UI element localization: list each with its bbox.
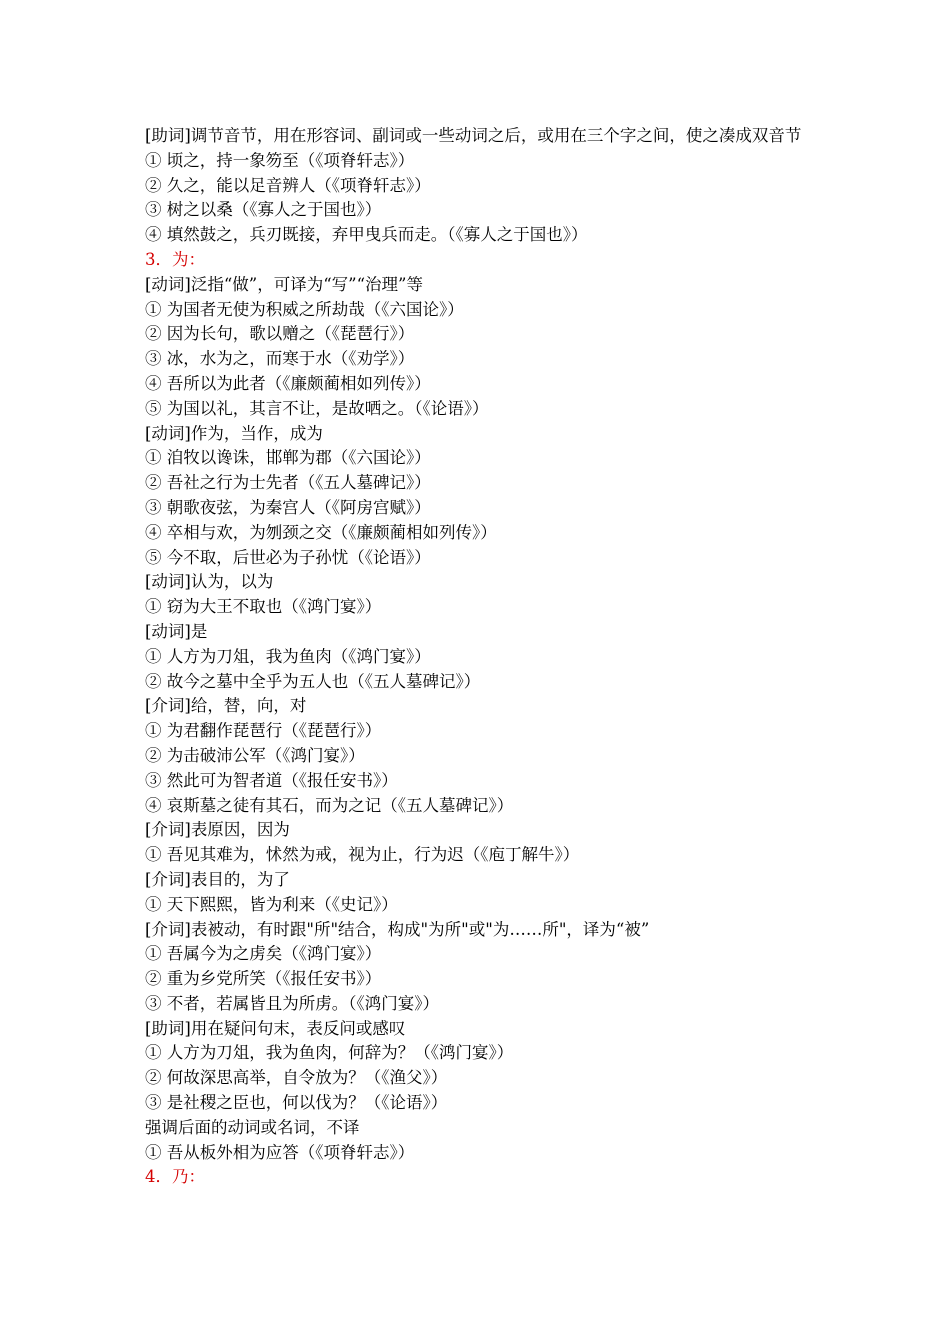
text-line: ⑤ 今不取，后世必为子孙忧（《论语》） [145,547,431,567]
text-line: [动词]认为，以为 [145,572,274,592]
text-line: [动词]是 [145,621,208,641]
text-line: [介词]表被动，有时跟"所"结合，构成"为所"或"为……所"，译为“被” [145,919,650,939]
text-line: ① 窃为大王不取也（《鸿门宴》） [145,597,382,617]
text-line: [介词]表目的，为了 [145,869,290,889]
text-line: ③ 朝歌夜弦，为秦宫人（《阿房宫赋》） [145,497,431,517]
text-line: ② 故今之墓中全乎为五人也（《五人墓碑记》） [145,671,481,691]
text-line: ④ 填然鼓之，兵刃既接，弃甲曳兵而走。（《寡人之于国也》） [145,225,588,245]
section-heading: 4．乃： [145,1167,205,1187]
text-line: ③ 不者，若属皆且为所虏。（《鸿门宴》） [145,993,439,1013]
text-line: ① 人方为刀俎，我为鱼肉（《鸿门宴》） [145,646,431,666]
text-line: 强调后面的动词或名词，不译 [145,1117,360,1137]
text-line: ① 人方为刀俎，我为鱼肉，何辞为？（《鸿门宴》） [145,1043,514,1063]
text-line: ② 重为乡党所笑（《报任安书》） [145,969,382,989]
document-page [145,124,825,1190]
text-line: ⑤ 为国以礼，其言不让，是故哂之。（《论语》） [145,398,489,418]
text-line: ③ 树之以桑（《寡人之于国也》） [145,200,382,220]
text-line: ④ 卒相与欢，为刎颈之交（《廉颇蔺相如列传》） [145,522,497,542]
text-line: ① 为君翻作琵琶行（《琵琶行》） [145,721,382,741]
text-line: ① 天下熙熙，皆为利来（《史记》） [145,894,398,914]
text-line: [动词]作为，当作，成为 [145,423,323,443]
text-line: [助词]用在疑问句末，表反问或感叹 [145,1018,406,1038]
text-line: ② 吾社之行为士先者（《五人墓碑记》） [145,473,431,493]
text-line: [助词]调节音节，用在形容词、副词或一些动词之后，或用在三个字之间，使之凑成双音节 [145,126,802,145]
text-line: ① 为国者无使为积威之所劫哉（《六国论》） [145,299,464,319]
text-line: ② 为击破沛公军（《鸿门宴》） [145,745,365,765]
text-line: ④ 哀斯墓之徒有其石，而为之记（《五人墓碑记》） [145,795,514,815]
text-line: ② 久之，能以足音辨人（《项脊轩志》） [145,175,431,195]
section-heading: 3．为： [145,249,205,269]
text-line: [介词]表原因，因为 [145,820,290,840]
text-line: [动词]泛指“做”，可译为“写”“治理”等 [145,274,423,294]
text-line: ① 吾属今为之虏矣（《鸿门宴》） [145,944,382,964]
text-line: [介词]给，替，向，对 [145,696,307,716]
text-line: ③ 是社稷之臣也，何以伐为？（《论语》） [145,1093,448,1113]
text-line: ① 吾见其难为，怵然为戒，视为止，行为迟（《庖丁解牛》） [145,845,580,865]
text-line: ③ 然此可为智者道（《报任安书》） [145,770,398,790]
text-line: ① 洎牧以谗诛，邯郸为郡（《六国论》） [145,448,431,468]
text-line: ② 因为长句，歌以赠之（《琵琶行》） [145,324,415,344]
text-line: ③ 冰，水为之，而寒于水（《劝学》） [145,349,415,369]
text-line: ② 何故深思高举，自令放为？（《渔父》） [145,1068,448,1088]
text-line: ④ 吾所以为此者（《廉颇蔺相如列传》） [145,373,431,393]
text-line: ① 顷之，持一象笏至（《项脊轩志》） [145,150,415,170]
text-line: ① 吾从板外相为应答（《项脊轩志》） [145,1142,415,1162]
